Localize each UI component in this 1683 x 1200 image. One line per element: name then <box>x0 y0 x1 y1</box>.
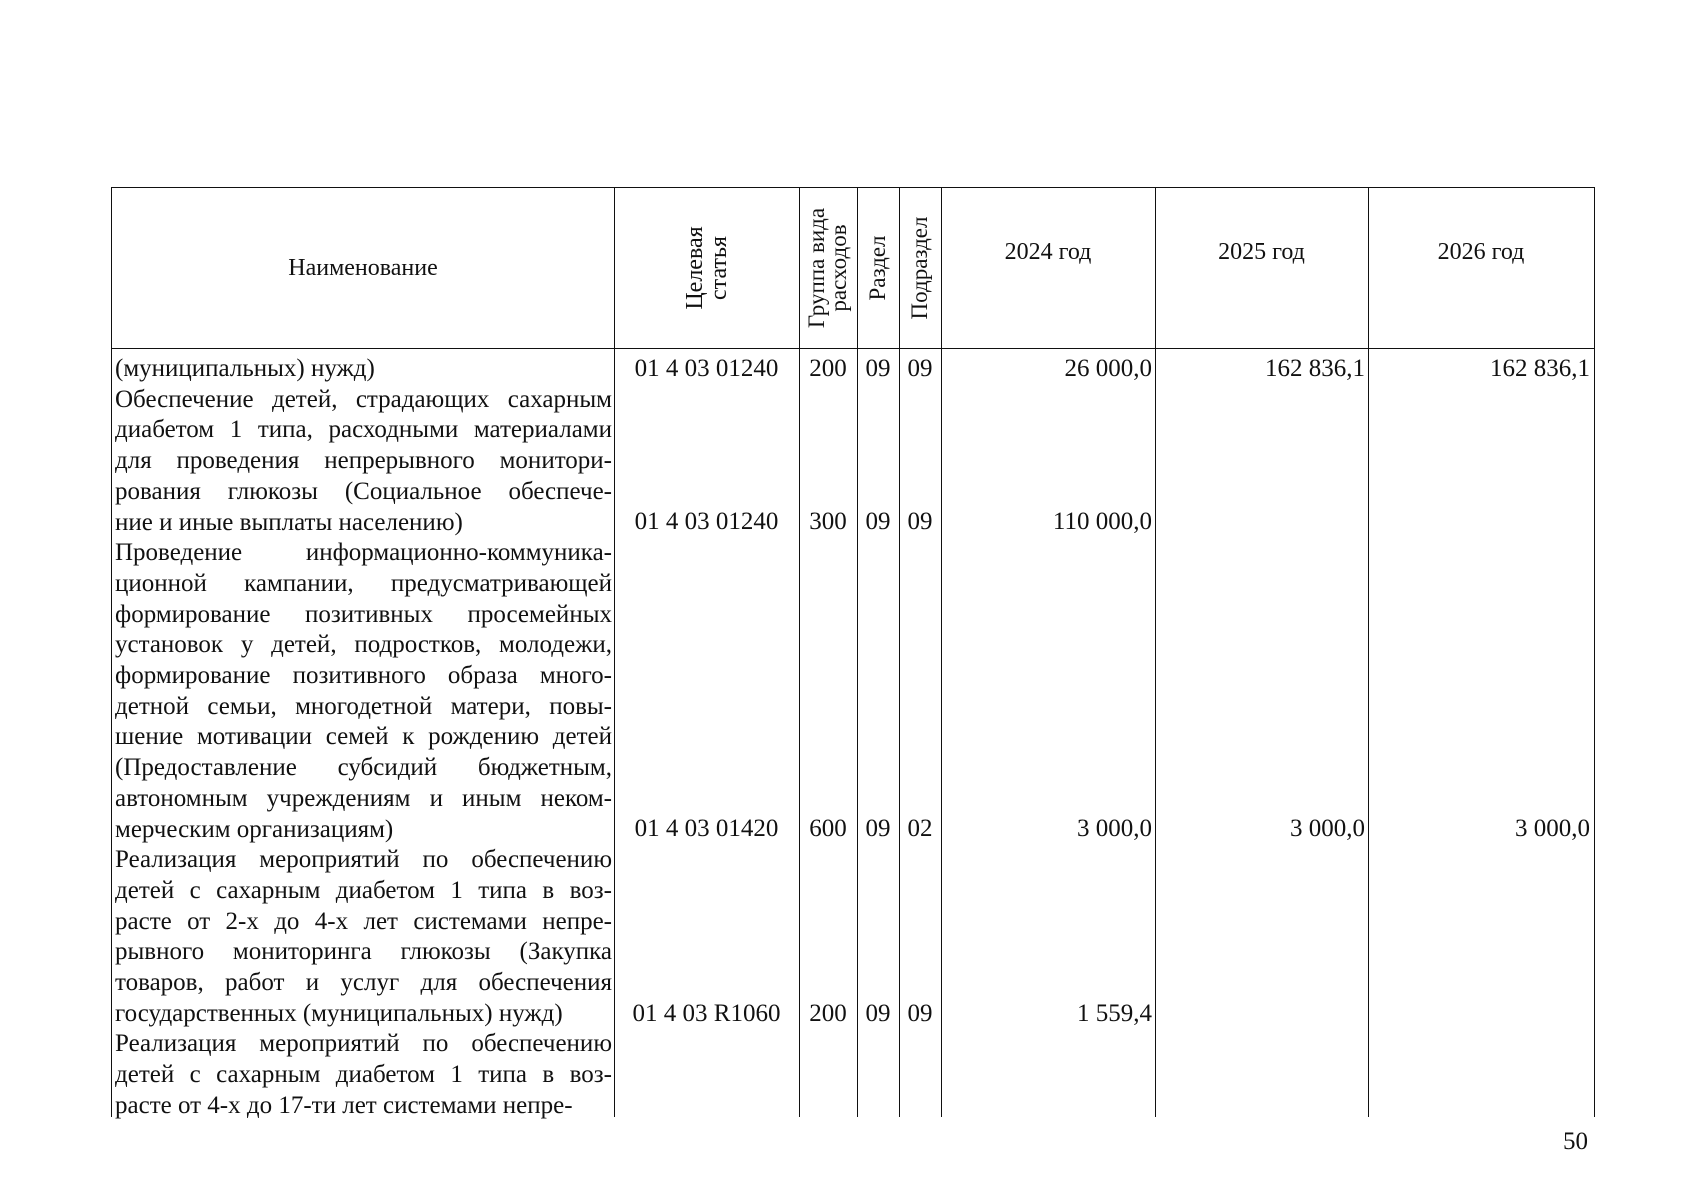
row-name-line: детей с сахарным диабетом 1 типа в воз- <box>115 876 612 904</box>
row-name <box>115 385 612 539</box>
header-divider <box>112 348 1594 349</box>
row-group-value: 200 <box>809 355 847 382</box>
row-section-value: 09 <box>865 815 891 843</box>
row-name-line: шение мотивации семей к рождению детей <box>115 723 612 751</box>
row-y2026-value: 3 000,0 <box>1515 815 1590 843</box>
row-name-line: ние и иные выплаты населению) <box>115 508 463 536</box>
header-2026-label: 2026 год <box>1437 238 1525 265</box>
column-divider <box>941 188 942 1117</box>
row-y2026-value: 162 836,1 <box>1490 355 1590 382</box>
row-target-value: 01 4 03 R1060 <box>632 999 781 1027</box>
row-name-line: рывного мониторинга глюкозы (Закупка <box>115 938 612 966</box>
budget-table <box>111 187 1595 1117</box>
row-target-value: 01 4 03 01420 <box>634 815 779 843</box>
row-y2024-value: 1 559,4 <box>1077 999 1152 1027</box>
row-name-line: Обеспечение детей, страдающих сахарным <box>115 385 612 413</box>
row-subsection-value: 09 <box>907 999 933 1027</box>
row-name <box>115 354 612 385</box>
header-name-label: Наименование <box>288 254 438 281</box>
column-divider <box>1368 188 1369 1117</box>
row-group-value: 300 <box>809 508 847 536</box>
header-subsection-label: Подраздел <box>907 216 932 320</box>
row-subsection-value: 09 <box>907 355 933 382</box>
header-2024 <box>941 188 1155 316</box>
row-subsection-value: 02 <box>907 815 933 843</box>
row-name-line: для проведения непрерывного монитори- <box>115 447 612 475</box>
row-section-value: 09 <box>865 999 891 1027</box>
header-2026 <box>1368 188 1594 316</box>
row-target-value: 01 4 03 01240 <box>634 508 779 536</box>
header-2024-label: 2024 год <box>1004 238 1092 265</box>
row-name-line: государственных (муниципальных) нужд) <box>115 999 563 1027</box>
row-y2024-value: 110 000,0 <box>1052 508 1152 536</box>
row-group-value: 600 <box>809 815 847 843</box>
page-number: 50 <box>1563 1128 1588 1155</box>
row-section-value: 09 <box>865 508 891 536</box>
header-2025 <box>1155 188 1368 316</box>
column-divider <box>1155 188 1156 1117</box>
row-y2025-value: 162 836,1 <box>1265 355 1365 382</box>
row-name <box>115 845 612 1029</box>
row-subsection-value: 09 <box>907 508 933 536</box>
row-name-line: Реализация мероприятий по обеспечению <box>115 1030 612 1058</box>
row-name-line: формирование позитивных просемейных <box>115 600 612 628</box>
header-subsection <box>899 188 941 348</box>
header-target-article <box>614 188 799 348</box>
row-name-line: детей с сахарным диабетом 1 типа в воз- <box>115 1061 612 1089</box>
row-name-line: Реализация мероприятий по обеспечению <box>115 846 612 874</box>
row-name-line: расте от 4-х до 17-ти лет системами непре- <box>115 1091 573 1119</box>
header-2025-label: 2025 год <box>1218 238 1305 265</box>
header-expense-group <box>799 188 857 348</box>
row-name-line: (Предоставление субсидий бюджетным, <box>115 754 612 782</box>
row-name-line: ционной кампании, предусматривающей <box>115 569 612 597</box>
row-name-line: диабетом 1 типа, расходными материалами <box>115 416 612 444</box>
header-section-label: Раздел <box>865 235 890 301</box>
row-name-line: установок у детей, подростков, молодежи, <box>115 631 612 659</box>
header-group-line1: Группа вида <box>804 207 829 329</box>
row-name-line: рования глюкозы (Социальное обеспече- <box>115 477 612 505</box>
header-target-line1: Целевая <box>681 226 708 310</box>
row-name-line: формирование позитивного образа много- <box>115 662 612 689</box>
row-name <box>115 1029 612 1121</box>
row-name-line: расте от 2-х до 4-х лет системами непре- <box>115 907 612 935</box>
row-name-line: (муниципальных) нужд) <box>115 355 375 382</box>
row-target-value: 01 4 03 01240 <box>634 355 779 382</box>
header-section <box>857 188 899 348</box>
row-y2025-value: 3 000,0 <box>1290 815 1365 843</box>
row-group-value: 200 <box>809 999 847 1027</box>
row-name-line: Проведение информационно-коммуника- <box>115 539 612 567</box>
row-name <box>115 538 612 845</box>
row-y2024-value: 26 000,0 <box>1064 355 1152 382</box>
header-target-line2: статья <box>705 236 732 300</box>
row-name-line: мерческим организациям) <box>115 815 394 843</box>
row-section-value: 09 <box>865 355 891 382</box>
header-group-line2: расходов <box>826 224 851 312</box>
row-name-line: товаров, работ и услуг для обеспечения <box>115 969 612 996</box>
row-name-line: автономным учреждениям и иным неком- <box>115 784 612 812</box>
row-name-line: детной семьи, многодетной матери, повы- <box>115 692 612 720</box>
header-name <box>112 188 614 348</box>
row-y2024-value: 3 000,0 <box>1077 815 1152 843</box>
